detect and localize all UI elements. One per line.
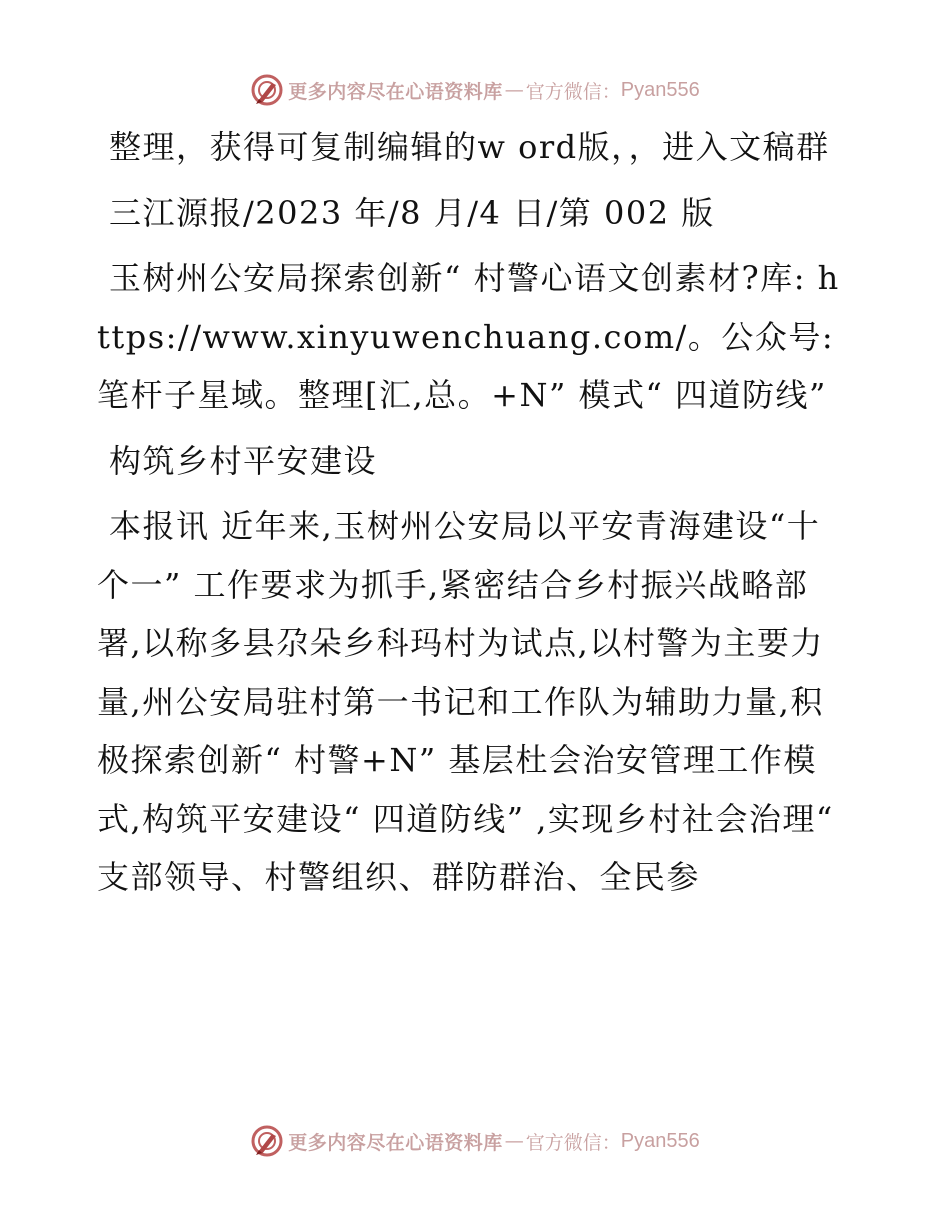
watermark-text: 更多内容尽在心语资料库 xyxy=(288,1131,503,1154)
paragraph-4 xyxy=(97,432,853,491)
watermark-wechat-label: 官方微信： xyxy=(525,1131,621,1154)
top-watermark-banner xyxy=(0,70,950,110)
paragraph-5 xyxy=(97,497,853,907)
paragraph-1 xyxy=(97,118,853,177)
paragraph-2-first-line: 三江源报/2023 年/8 月/4 日/第 002 版 xyxy=(109,193,715,232)
paragraph-3-rest: 库: https://www.xinyuwenchuang.com/。公众号: 笔杆子星域。整理[汇,总。+N” 模式“ 四道防线” xyxy=(97,259,840,414)
pen-logo-icon xyxy=(250,73,284,107)
watermark-separator: — xyxy=(504,79,524,101)
watermark-wechat-id: Pyan556 xyxy=(620,1129,700,1152)
pen-logo-icon xyxy=(250,1124,284,1158)
paragraph-3-first-line: 玉树州公安局探索创新“ 村警心语文创素材? xyxy=(109,259,761,297)
paragraph-1-first-line: 整理，获得可复制编辑的w ord版，，进入文稿 xyxy=(109,128,797,166)
paragraph-5-first-line: 本报讯 近年来,玉树州公安局以平安青海建设“ xyxy=(109,507,787,545)
document-body xyxy=(97,118,853,914)
watermark-wechat-id: Pyan556 xyxy=(620,78,700,101)
watermark-text: 更多内容尽在心语资料库 xyxy=(288,80,503,103)
paragraph-2 xyxy=(97,184,853,243)
watermark-separator: — xyxy=(504,1130,524,1152)
paragraph-4-first-line: 构筑乡村平安建设 xyxy=(109,441,378,480)
bottom-watermark-banner xyxy=(0,1121,950,1161)
paragraph-5-rest: 十个一” 工作要求为抓手,紧密结合乡村振兴战略部署,以称多县尕朵乡科玛村为试点,以村警为主要力量,州公安局驻村第一书记和工作队为辅助力量,积极探索创新“ 村警+N” 基层杜会治安管理工作模式,构筑平安建设“ 四道防线” ,实现乡村社会治理“ 支部领导、村警组织、群防群治、全民参 xyxy=(97,507,834,896)
paragraph-3 xyxy=(97,249,853,425)
watermark-wechat-label: 官方微信： xyxy=(525,80,621,103)
paragraph-1-rest: 群 xyxy=(796,128,830,166)
